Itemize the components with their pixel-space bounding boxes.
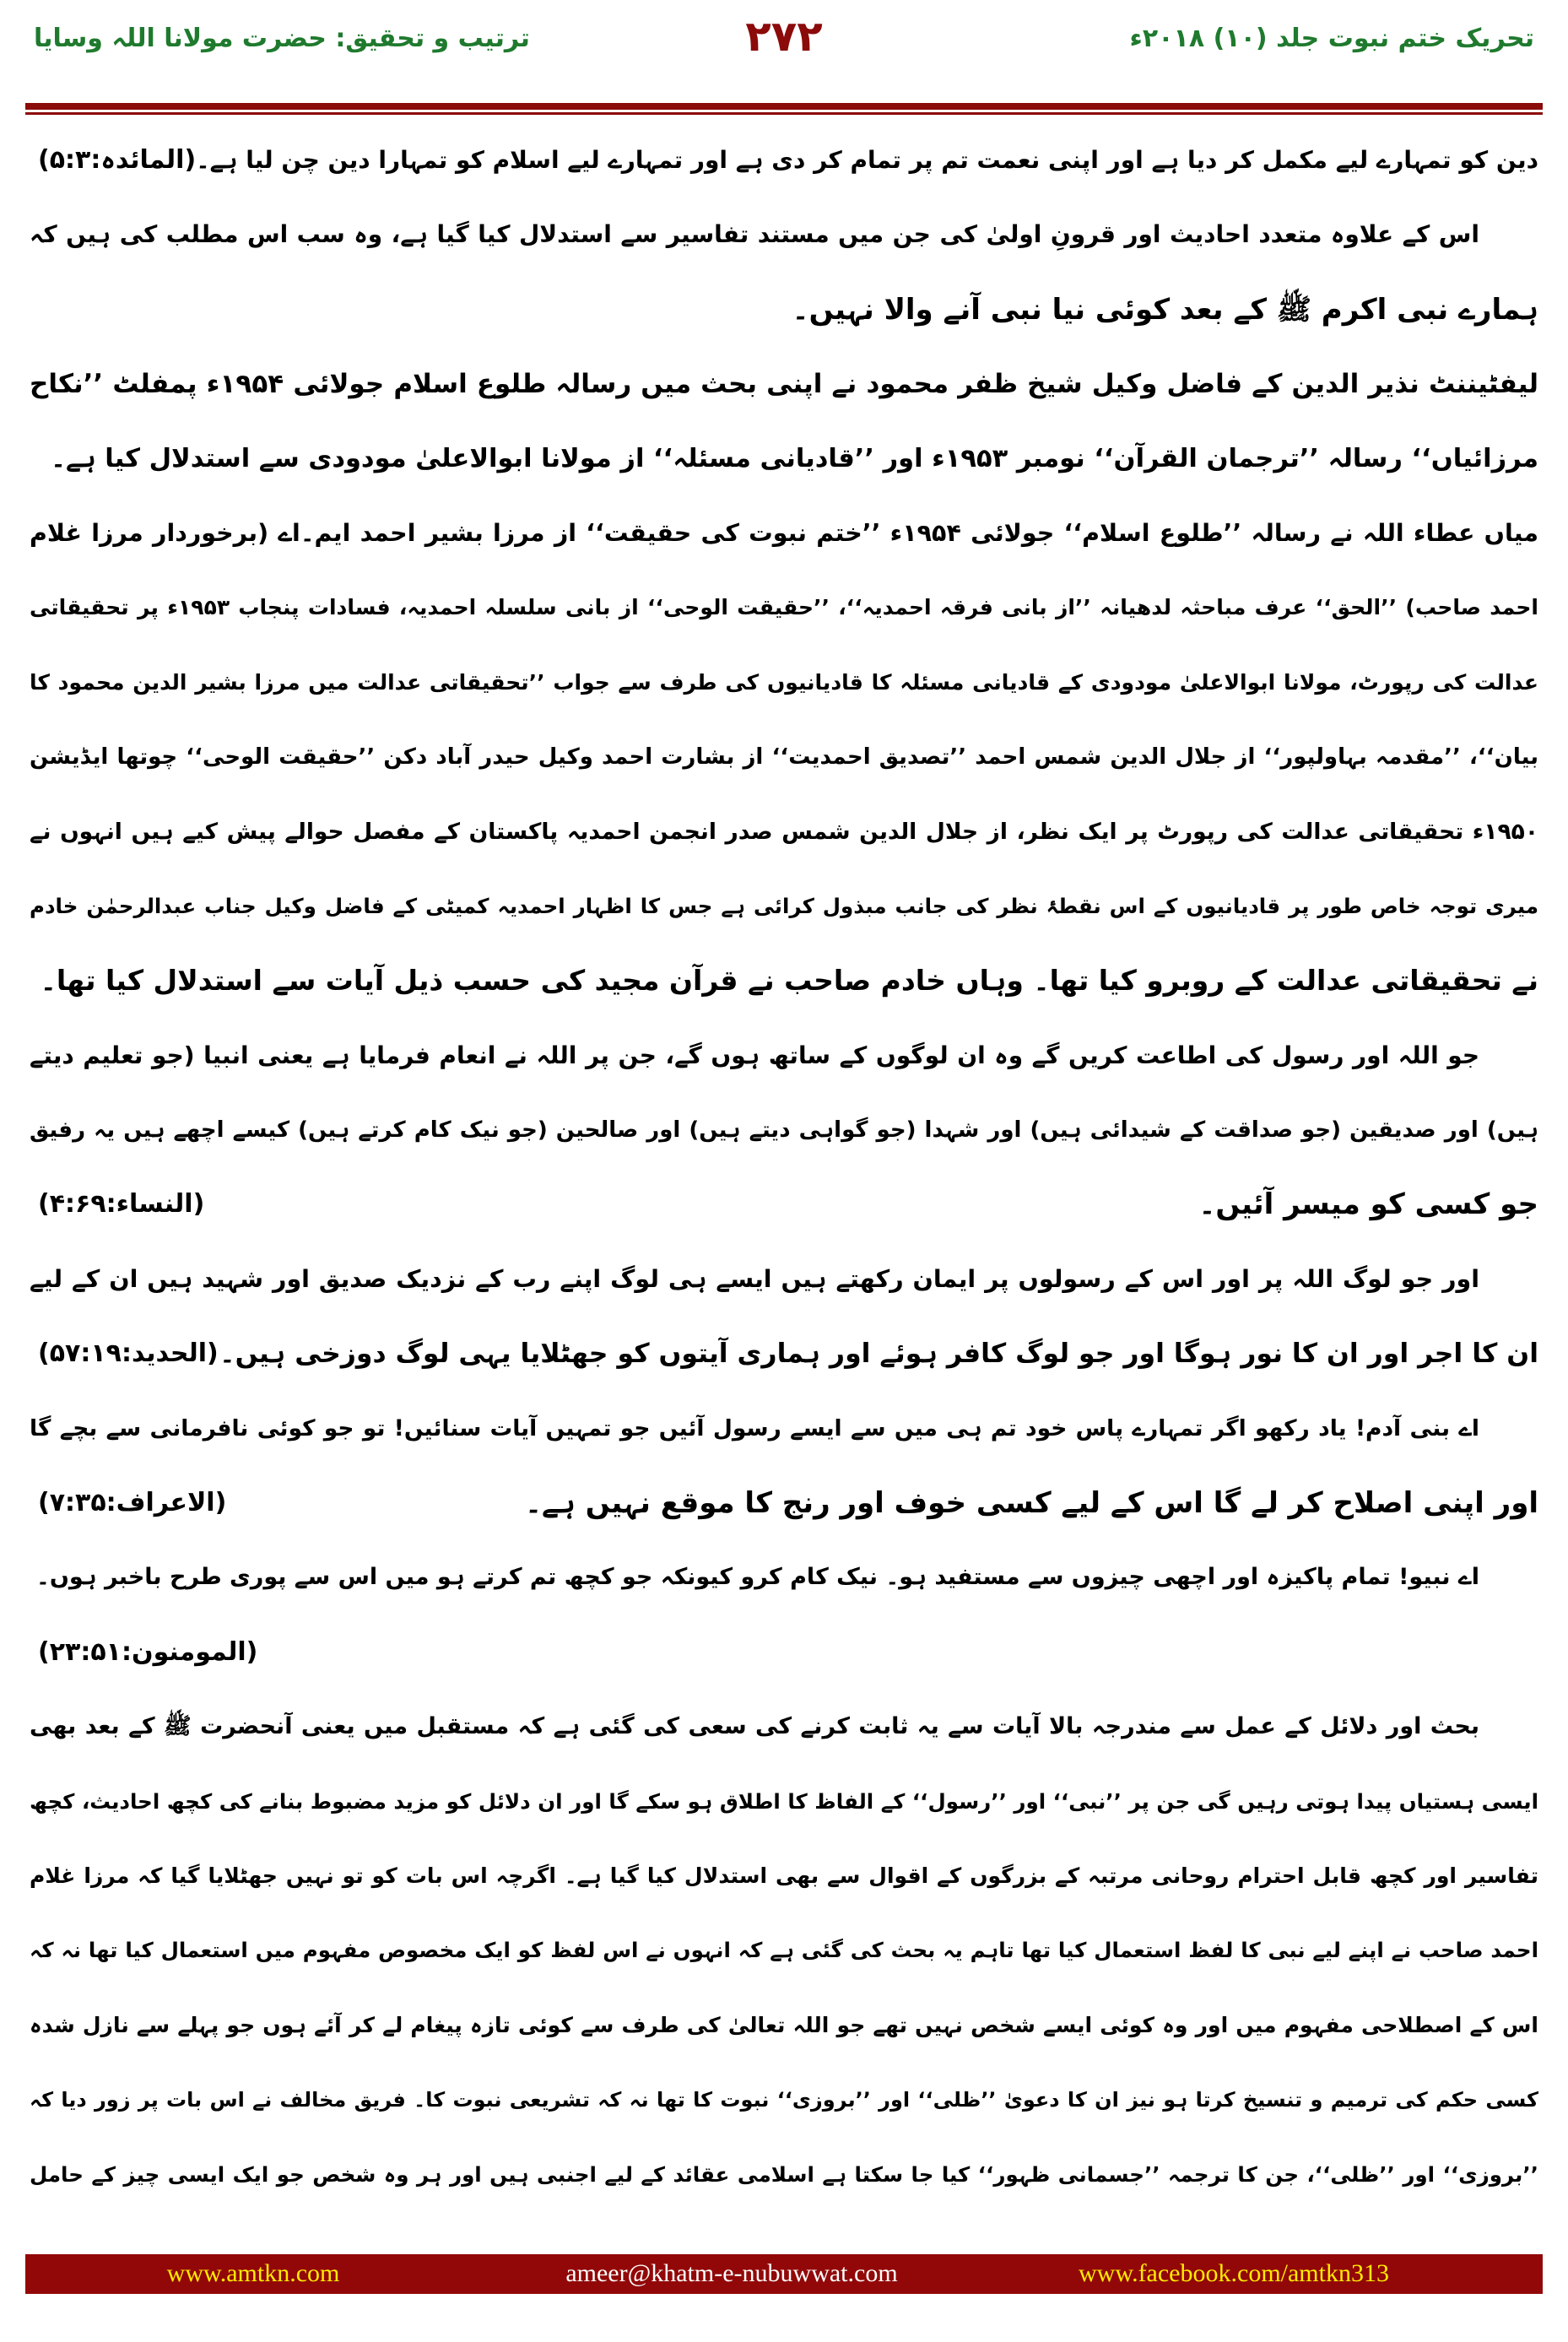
facebook-link[interactable]: www.facebook.com/amtkn313 <box>1079 2259 1389 2287</box>
quran-reference: (الحدید:۵۷:۱۹) <box>38 1339 219 1369</box>
line-text: احمد صاحب نے اپنے لیے نبی کا لفظ استعمال کیا تھا تاہم یہ بحث کی گئی ہے کہ انہوں نے اس لفظ کو ایک مخصوص مفہوم میں استعمال کیا تھا نہ کہ <box>30 1938 1538 1963</box>
text-line <box>30 1765 1538 1839</box>
book-title: تحریک ختم نبوت جلد (۱۰) ۲۰۱۸ء <box>1129 24 1534 53</box>
text-line <box>30 2138 1538 2212</box>
quran-reference: (النساء:۴:۶۹) <box>38 1189 205 1220</box>
footer-bar <box>25 2254 1543 2294</box>
text-line <box>30 273 1538 347</box>
website-link[interactable]: www.amtkn.com <box>166 2259 340 2287</box>
line-text: اس کے اصطلاحی مفہوم میں اور وہ کوئی ایسے شخص نہیں تھے جو اللہ تعالیٰ کی طرف سے کوئی تازہ پیغام لے کر آئے ہوں جو پہلے سے نازل شدہ <box>30 2012 1538 2037</box>
line-text: اور اپنی اصلاح کر لے گا اس کے لیے کسی خوف اور رنج کا موقع نہیں ہے۔ <box>525 1486 1538 1521</box>
text-line <box>30 944 1538 1018</box>
line-text: لیفٹیننٹ نذیر الدین کے فاضل وکیل شیخ ظفر محمود نے اپنی بحث میں رسالہ طلوع اسلام جولائی ۱۹۵۴ء پمفلٹ ’’نکاح <box>30 369 1538 400</box>
line-text: کسی حکم کی ترمیم و تنسیخ کرتا ہو نیز ان کا دعویٰ ’’ظلی‘‘ اور ’’بروزی‘‘ نبوت کا تھا نہ کہ تشریعی نبوت کا۔ فریق مخالف نے اس بات پر زور دیا کہ <box>30 2088 1538 2112</box>
text-line <box>30 1019 1538 1093</box>
quran-reference: (المومنون:۲۳:۵۱) <box>38 1636 258 1667</box>
line-text: تفاسیر اور کچھ قابل احترام روحانی مرتبہ کے بزرگوں کے اقوال سے بھی استدلال کیا گیا ہے۔ اگرچہ اس بات کو تو نہیں جھٹلایا گیا کہ مرزا غلام <box>30 1863 1538 1888</box>
text-line <box>30 496 1538 571</box>
text-line <box>30 795 1538 869</box>
text-line <box>30 2063 1538 2137</box>
text-line <box>30 1839 1538 1913</box>
line-text: بیان‘‘، ’’مقدمہ بہاولپور‘‘ از جلال الدین شمس احمد ’’تصدیق احمدیت‘‘ از بشارت احمد وکیل حیدر آباد دکن ’’حقیقت الوحی‘‘ چوتھا ایڈیشن <box>30 744 1538 771</box>
line-text: نے تحقیقاتی عدالت کے روبرو کیا تھا۔ وہاں خادم صاحب نے قرآن مجید کی حسب ذیل آیات سے استدلال کیا تھا۔ <box>40 964 1538 998</box>
text-line <box>30 1540 1538 1615</box>
quran-reference: (المائدہ:۵:۳) <box>38 145 197 175</box>
text-line <box>30 1988 1538 2063</box>
text-line <box>30 646 1538 720</box>
line-text: اور جو لوگ اللہ پر اور اس کے رسولوں پر ایمان رکھتے ہیں ایسے ہی لوگ اپنے رب کے نزدیک صدیق اور شہید ہیں ان کے لیے <box>30 1264 1479 1293</box>
text-line <box>30 1317 1538 1391</box>
line-text: جو اللہ اور رسول کی اطاعت کریں گے وہ ان لوگوں کے ساتھ ہوں گے، جن پر اللہ نے انعام فرمایا ہے یعنی انبیا (جو تعلیم دیتے <box>30 1041 1479 1069</box>
line-text: جو کسی کو میسر آئیں۔ <box>1198 1187 1538 1222</box>
text-line <box>30 1392 1538 1466</box>
compiler-credit: ترتیب و تحقیق: حضرت مولانا اللہ وسایا <box>34 24 530 53</box>
page-number: ۲۷۲ <box>745 12 823 61</box>
text-line <box>30 347 1538 421</box>
text-line <box>30 1466 1538 1540</box>
line-text: ایسی ہستیاں پیدا ہوتی رہیں گی جن پر ’’نبی‘‘ اور ’’رسول‘‘ کے الفاظ کا اطلاق ہو سکے گا اور ان دلائل کو مزید مضبوط بنانے کی کچھ احادیث، کچھ <box>29 1788 1538 1814</box>
line-text: اے بنی آدم! یاد رکھو اگر تمہارے پاس خود تم ہی میں سے ایسے رسول آئیں جو تمہیں آیات سنائیں! تو جو کوئی نافرمانی سے بچے گا <box>30 1414 1479 1441</box>
text-line <box>30 1093 1538 1167</box>
text-line <box>30 1913 1538 1988</box>
page-body <box>30 123 1538 2212</box>
line-text: احمد صاحب) ’’الحق‘‘ عرف مباحثہ لدھیانہ ’’از بانی فرقہ احمدیہ‘‘، ’’حقیقت الوحی‘‘ از بانی سلسلہ احمدیہ، فسادات پنجاب ۱۹۵۳ء پر تحقیقاتی <box>30 595 1539 620</box>
text-line <box>30 1690 1538 1764</box>
line-text: عدالت کی رپورٹ، مولانا ابوالاعلیٰ مودودی کے قادیانی مسئلہ کا قادیانیوں کی طرف سے جواب ’’تحقیقاتی عدالت میں مرزا بشیر الدین محمود کا <box>30 669 1538 695</box>
line-text: میری توجہ خاص طور پر قادیانیوں کے اس نقطۂ نظر کی جانب مبذول کرائی ہے جس کا اظہار احمدیہ کمیٹی کے فاضل وکیل جناب عبدالرحمٰن خادم <box>30 893 1538 918</box>
line-text: دین کو تمہارے لیے مکمل کر دیا ہے اور اپنی نعمت تم پر تمام کر دی ہے اور تمہارے لیے اسلام کو تمہارا دین چن لیا ہے۔ <box>196 146 1538 174</box>
text-line <box>30 869 1538 944</box>
email-link[interactable]: ameer@khatm-e-nubuwwat.com <box>565 2259 898 2287</box>
line-text: اے نبیو! تمام پاکیزہ اور اچھی چیزوں سے مستفید ہو۔ نیک کام کرو کیونکہ جو کچھ تم کرتے ہو میں اس سے پوری طرح باخبر ہوں۔ <box>36 1564 1479 1591</box>
text-line <box>30 1167 1538 1241</box>
line-text: ’’بروزی‘‘ اور ’’ظلی‘‘، جن کا ترجمہ ’’جسمانی ظہور‘‘ کیا جا سکتا ہے اسلامی عقائد کے لیے اجنبی ہیں اور ہر وہ شخص جو ایک ایسی چیز کے حامل <box>30 2161 1538 2187</box>
line-text: بحث اور دلائل کے عمل سے مندرجہ بالا آیات سے یہ ثابت کرنے کی سعی کی گئی ہے کہ مستقبل میں یعنی آنحضرت ﷺ کے بعد بھی <box>30 1713 1479 1740</box>
text-line <box>30 197 1538 272</box>
text-line <box>30 720 1538 794</box>
line-text: مرزائیاں‘‘ رسالہ ’’ترجمان القرآن‘‘ نومبر ۱۹۵۳ء اور ’’قادیانی مسئلہ‘‘ از مولانا ابوالاعلیٰ مودودی سے استدلال کیا ہے۔ <box>51 443 1538 473</box>
line-text: ۱۹۵۰ء تحقیقاتی عدالت کی رپورٹ پر ایک نظر، از جلال الدین شمس صدر انجمن احمدیہ پاکستان کے مفصل حوالے پیش کیے ہیں انہوں نے <box>30 818 1538 845</box>
line-text: اس کے علاوہ متعدد احادیث اور قرونِ اولیٰ کی جن میں مستند تفاسیر سے استدلال کیا گیا ہے، وہ سب اس مطلب کی ہیں کہ <box>30 220 1479 249</box>
line-text: ہمارے نبی اکرم ﷺ کے بعد کوئی نیا نبی آنے والا نہیں۔ <box>792 292 1538 327</box>
text-line <box>30 571 1538 645</box>
text-line <box>30 123 1538 197</box>
header-rule-thin <box>25 112 1543 115</box>
line-text: ان کا اجر اور ان کا نور ہوگا اور جو لوگ کافر ہوئے اور ہماری آیتوں کو جھٹلایا یہی لوگ دوزخی ہیں۔ <box>219 1339 1538 1370</box>
quran-reference: (الاعراف:۷:۳۵) <box>38 1488 227 1518</box>
line-text: میاں عطاء اللہ نے رسالہ ’’طلوع اسلام‘‘ جولائی ۱۹۵۴ء ’’ختم نبوت کی حقیقت‘‘ از مرزا بشیر احمد ایم۔اے (برخوردار مرزا غلام <box>30 518 1538 547</box>
header-rule <box>25 103 1543 110</box>
line-text: ہیں) اور صدیقین (جو صداقت کے شیدائی ہیں) اور شہدا (جو گواہی دیتے ہیں) اور صالحین (جو نیک کام کرتے ہیں) کیسے اچھے ہیں یہ رفیق <box>30 1117 1538 1144</box>
text-line <box>30 1615 1538 1690</box>
text-line <box>30 422 1538 496</box>
text-line <box>30 1242 1538 1317</box>
